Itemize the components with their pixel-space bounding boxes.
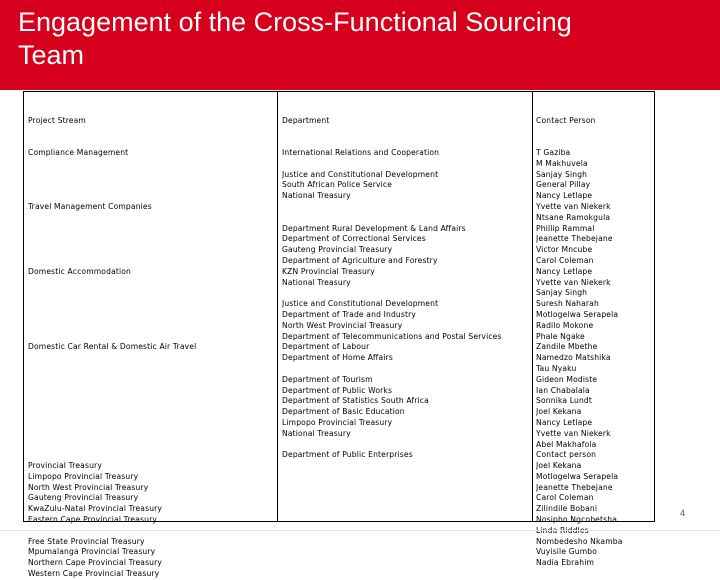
contact-person-cell: Suresh Naharah xyxy=(536,299,599,309)
department-cell: National Treasury xyxy=(282,277,351,287)
header-contact-person: Contact Person xyxy=(536,115,596,125)
department-cell: Department of Labour xyxy=(282,342,370,352)
sourcing-team-table xyxy=(23,91,655,579)
page-number: 4 xyxy=(680,508,686,518)
contact-person-cell: Yvette van Niekerk xyxy=(536,277,611,287)
project-stream-cell xyxy=(28,375,196,386)
department-cell: North West Provincial Treasury xyxy=(282,320,403,330)
project-stream-cell xyxy=(28,180,196,191)
contact-person-cell: Abel Makhafola xyxy=(536,439,597,449)
project-stream-cell: North West Provincial Treasury xyxy=(28,482,149,492)
project-stream-cell xyxy=(28,256,196,267)
department-cell: Department of Basic Education xyxy=(282,407,405,417)
project-stream-cell xyxy=(28,213,196,224)
project-stream-cell: KwaZulu-Natal Provincial Treasury xyxy=(28,504,163,514)
department-cell: International Relations and Cooperation xyxy=(282,147,440,157)
project-stream-cell: Travel Management Companies xyxy=(28,201,152,211)
contact-person-cell: Tau Nyaku xyxy=(536,363,577,373)
column-divider xyxy=(532,92,533,521)
title-banner xyxy=(0,0,720,90)
contact-person-cell: Phale Ngake xyxy=(536,331,585,341)
contact-person-cell: Jeanette Thebejane xyxy=(536,482,613,492)
footer-rule xyxy=(0,530,720,531)
contact-person-cell: Namedzo Matshika xyxy=(536,353,611,363)
department-cell: Justice and Constitutional Development xyxy=(282,169,439,179)
department-column xyxy=(282,94,502,461)
contact-person-cell: Ntsane Ramokgula xyxy=(536,212,611,222)
department-cell xyxy=(282,288,502,299)
department-cell: Department of Trade and Industry xyxy=(282,309,417,319)
contact-person-cell: Sonnika Lundt xyxy=(536,396,593,406)
column-divider xyxy=(277,92,278,521)
department-cell: National Treasury xyxy=(282,428,351,438)
project-stream-cell xyxy=(28,288,196,299)
contact-person-cell: Nosipho Ngcobetsha xyxy=(536,515,617,525)
project-stream-cell xyxy=(28,396,196,407)
department-cell: Department of Public Works xyxy=(282,385,393,395)
project-stream-cell: Domestic Accommodation xyxy=(28,266,132,276)
project-stream-cell: Northern Cape Provincial Treasury xyxy=(28,558,163,568)
project-stream-cell xyxy=(28,170,196,181)
department-cell: South African Police Service xyxy=(282,180,393,190)
project-stream-cell xyxy=(28,278,196,289)
contact-person-cell: Jeanette Thebejane xyxy=(536,234,613,244)
project-stream-cell xyxy=(28,450,196,461)
contact-person-cell: Gideon Modiste xyxy=(536,374,598,384)
project-stream-cell xyxy=(28,440,196,451)
contact-person-cell: Joel Kekana xyxy=(536,461,582,471)
contact-person-cell: Yvette van Niekerk xyxy=(536,428,611,438)
department-cell: Department Rural Development & Land Affairs xyxy=(282,223,466,233)
department-cell: Department of Telecommunications and Postal Services xyxy=(282,331,502,341)
contact-person-column xyxy=(536,94,623,569)
contact-person-cell: M Makhuvela xyxy=(536,158,588,168)
slide-title: Engagement of the Cross-Functional Sourcing Team xyxy=(18,7,572,70)
project-stream-cell xyxy=(28,159,196,170)
department-cell xyxy=(282,364,502,375)
department-cell xyxy=(282,213,502,224)
department-cell: Gauteng Provincial Treasury xyxy=(282,245,393,255)
contact-person-cell: Sanjay Singh xyxy=(536,288,588,298)
project-stream-cell xyxy=(28,234,196,245)
project-stream-cell: Eastern Cape Provincial Treasury xyxy=(28,515,158,525)
contact-person-cell: Carol Coleman xyxy=(536,493,594,503)
project-stream-cell: Domestic Car Rental & Domestic Air Travel xyxy=(28,342,197,352)
project-stream-cell xyxy=(28,310,196,321)
contact-person-cell: Ian Chabalala xyxy=(536,385,590,395)
contact-person-cell: Vuyisile Gumbo xyxy=(536,547,598,557)
contact-person-cell: Zandile Mbethe xyxy=(536,342,598,352)
project-stream-cell: Compliance Management xyxy=(28,147,129,157)
project-stream-cell xyxy=(28,386,196,397)
header-project-stream: Project Stream xyxy=(28,115,86,125)
project-stream-cell xyxy=(28,418,196,429)
department-cell: Justice and Constitutional Development xyxy=(282,299,439,309)
department-cell: Limpopo Provincial Treasury xyxy=(282,417,393,427)
project-stream-cell xyxy=(28,429,196,440)
department-cell: Department of Home Affairs xyxy=(282,353,393,363)
project-stream-cell xyxy=(28,299,196,310)
project-stream-cell xyxy=(28,407,196,418)
contact-person-cell: Nombedesho Nkamba xyxy=(536,536,623,546)
project-stream-cell: Mpumalanga Provincial Treasury xyxy=(28,547,156,557)
contact-person-cell: Nadia Ebrahim xyxy=(536,558,594,568)
contact-person-cell: Contact person xyxy=(536,450,597,460)
contact-person-cell: T Gaziba xyxy=(536,147,571,157)
project-stream-cell: Limpopo Provincial Treasury xyxy=(28,471,139,481)
department-cell xyxy=(282,440,502,451)
project-stream-cell: Provincial Treasury xyxy=(28,461,102,471)
contact-person-cell: Victor Mncube xyxy=(536,245,593,255)
project-stream-cell xyxy=(28,526,196,537)
department-cell: Department of Statistics South Africa xyxy=(282,396,429,406)
department-cell: Department of Public Enterprises xyxy=(282,450,413,460)
project-stream-cell xyxy=(28,353,196,364)
contact-person-cell: Motlogelwa Serapela xyxy=(536,309,619,319)
project-stream-cell: Gauteng Provincial Treasury xyxy=(28,493,139,503)
contact-person-cell: Joel Kekana xyxy=(536,407,582,417)
department-cell: National Treasury xyxy=(282,191,351,201)
contact-person-cell: Sanjay Singh xyxy=(536,169,588,179)
contact-person-cell: Phillip Rammal xyxy=(536,223,595,233)
project-stream-cell xyxy=(28,332,196,343)
contact-person-cell: Radilo Mokone xyxy=(536,320,594,330)
department-cell: Department of Tourism xyxy=(282,374,373,384)
department-cell: Department of Correctional Services xyxy=(282,234,426,244)
project-stream-cell: Western Cape Provincial Treasury xyxy=(28,569,160,579)
contact-person-cell: Carol Coleman xyxy=(536,255,594,265)
department-cell: KZN Provincial Treasury xyxy=(282,266,375,276)
header-department: Department xyxy=(282,115,330,125)
department-cell xyxy=(282,202,502,213)
contact-person-cell: General Pillay xyxy=(536,180,591,190)
project-stream-column xyxy=(28,94,196,580)
project-stream-cell xyxy=(28,364,196,375)
department-cell xyxy=(282,159,502,170)
project-stream-cell xyxy=(28,224,196,235)
contact-person-cell xyxy=(536,526,623,537)
contact-person-cell: Nancy Letlape xyxy=(536,266,593,276)
contact-person-cell: Motlogelwa Serapela xyxy=(536,471,619,481)
project-stream-cell xyxy=(28,245,196,256)
project-stream-cell xyxy=(28,191,196,202)
project-stream-cell xyxy=(28,321,196,332)
department-cell: Department of Agriculture and Forestry xyxy=(282,255,438,265)
contact-person-cell: Nancy Letlape xyxy=(536,191,593,201)
contact-person-cell: Zilindile Bobani xyxy=(536,504,598,514)
contact-person-cell: Nancy Letlape xyxy=(536,417,593,427)
contact-person-cell: Yvette van Niekerk xyxy=(536,201,611,211)
project-stream-cell: Free State Provincial Treasury xyxy=(28,536,145,546)
